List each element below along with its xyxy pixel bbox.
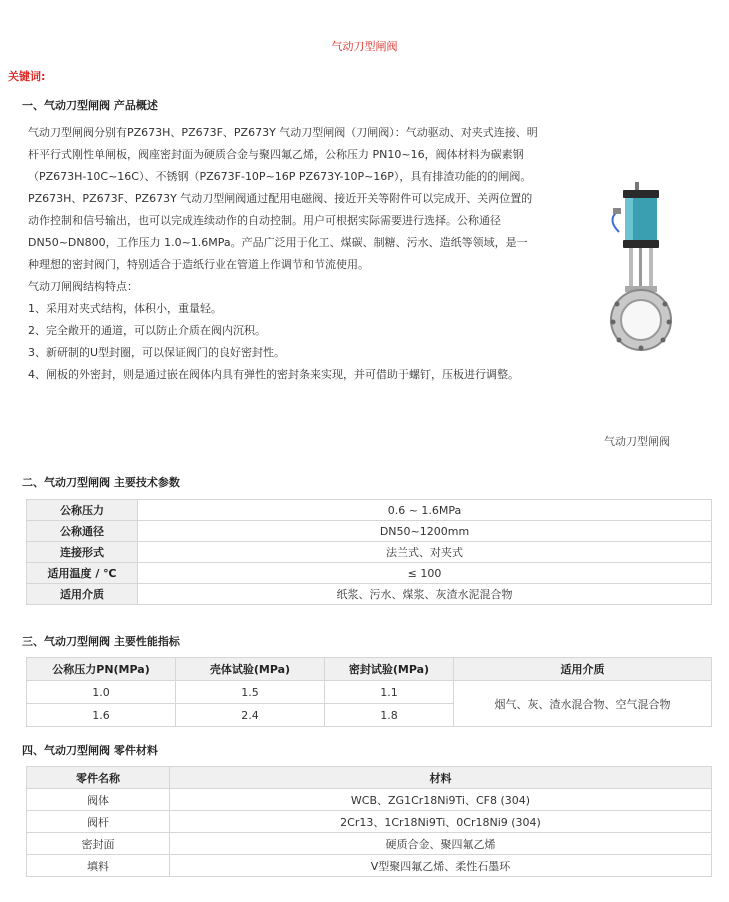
- column-header: 公称压力PN(MPa): [27, 658, 176, 681]
- param-name: 适用温度 / ℃: [27, 563, 138, 584]
- part-material: 2Cr13、1Cr18Ni9Ti、0Cr18Ni9 (304): [170, 811, 712, 833]
- table-cell: 1.6: [27, 704, 176, 727]
- table-row: [27, 500, 712, 521]
- part-material: WCB、ZG1Cr18Ni9Ti、CF8 (304): [170, 789, 712, 811]
- paragraph: 3、新研制的U型封圈，可以保证阀门的良好密封性。: [28, 346, 286, 359]
- part-material: V型聚四氟乙烯、柔性石墨环: [170, 855, 712, 877]
- table-row: [27, 681, 712, 704]
- param-value: 0.6 ~ 1.6MPa: [138, 500, 712, 521]
- overview-text: [28, 122, 538, 386]
- part-material: 硬质合金、聚四氟乙烯: [170, 833, 712, 855]
- table-row: [27, 563, 712, 584]
- column-header: 壳体试验(MPa): [176, 658, 325, 681]
- paragraph: 2、完全敞开的通道，可以防止介质在阀内沉积。: [28, 324, 266, 337]
- paragraph: 气动刀闸阀结构特点：: [28, 280, 138, 293]
- param-value: 纸浆、污水、煤浆、灰渣水泥混合物: [138, 584, 712, 605]
- knife-gate-valve-image: [595, 182, 685, 372]
- column-header: 适用介质: [454, 658, 712, 681]
- column-header: 零件名称: [27, 767, 170, 789]
- table-row: [27, 542, 712, 563]
- param-name: 公称压力: [27, 500, 138, 521]
- column-header: 密封试验(MPa): [325, 658, 454, 681]
- part-name: 阀杆: [27, 811, 170, 833]
- table-cell: 1.1: [325, 681, 454, 704]
- table-cell: 1.0: [27, 681, 176, 704]
- keywords-label: 关键词:: [8, 70, 46, 83]
- tech-params-table: [26, 499, 712, 605]
- table-row: [27, 833, 712, 855]
- image-caption: 气动刀型闸阀: [604, 435, 670, 448]
- performance-table: [26, 657, 712, 727]
- table-cell: 1.5: [176, 681, 325, 704]
- table-row: [27, 521, 712, 542]
- param-value: ≤ 100: [138, 563, 712, 584]
- param-name: 公称通径: [27, 521, 138, 542]
- param-value: 法兰式、对夹式: [138, 542, 712, 563]
- paragraph: 气动刀型闸阀分别有PZ673H、PZ673F、PZ673Y 气动刀型闸阀（刀闸阀）：气动驱动、对夹式连接、明杆平行式刚性单闸板，阀座密封面为硬质合金与聚四氟乙烯，公称压力 PN10~16，阀体材料为碳素钢（PZ673H-10C~16C）、不锈钢（PZ673F-10P~16P PZ673Y-10P~16P），具有排渣功能的的闸阀。: [28, 126, 538, 183]
- column-header: 材料: [170, 767, 712, 789]
- table-row: [27, 811, 712, 833]
- part-name: 填料: [27, 855, 170, 877]
- table-row: [27, 855, 712, 877]
- section-heading-materials: 四、气动刀型闸阀 零件材料: [22, 744, 158, 757]
- paragraph: 1、采用对夹式结构，体积小，重量轻。: [28, 302, 222, 315]
- section-heading-overview: 一、气动刀型闸阀 产品概述: [22, 99, 158, 112]
- section-heading-performance: 三、气动刀型闸阀 主要性能指标: [22, 635, 180, 648]
- medium-cell: 烟气、灰、渣水混合物、空气混合物: [454, 681, 712, 727]
- part-name: 密封面: [27, 833, 170, 855]
- table-cell: 2.4: [176, 704, 325, 727]
- part-name: 阀体: [27, 789, 170, 811]
- table-row: [27, 789, 712, 811]
- paragraph: PZ673H、PZ673F、PZ673Y 气动刀型闸阀通过配用电磁阀、接近开关等附件可以完成开、关两位置的动作控制和信号输出，也可以完成连续动作的自动控制。用户可根据实际需要进行选择。公称通径 DN50~DN800，工作压力 1.0~1.6MPa。产品广泛用于化工、煤碳、制糖、污水、造纸等领域，是一种理想的密封阀门，特别适合于造纸行业在管道上作调节和节流使用。: [28, 192, 533, 271]
- param-name: 适用介质: [27, 584, 138, 605]
- paragraph: 4、闸板的外密封，则是通过嵌在阀体内具有弹性的密封条来实现，并可借助于螺钉，压板进行调整。: [28, 368, 519, 381]
- materials-table: [26, 766, 712, 877]
- section-heading-tech-params: 二、气动刀型闸阀 主要技术参数: [22, 476, 180, 489]
- table-cell: 1.8: [325, 704, 454, 727]
- param-value: DN50~1200mm: [138, 521, 712, 542]
- page-title: 气动刀型闸阀: [331, 40, 398, 53]
- param-name: 连接形式: [27, 542, 138, 563]
- table-row: [27, 584, 712, 605]
